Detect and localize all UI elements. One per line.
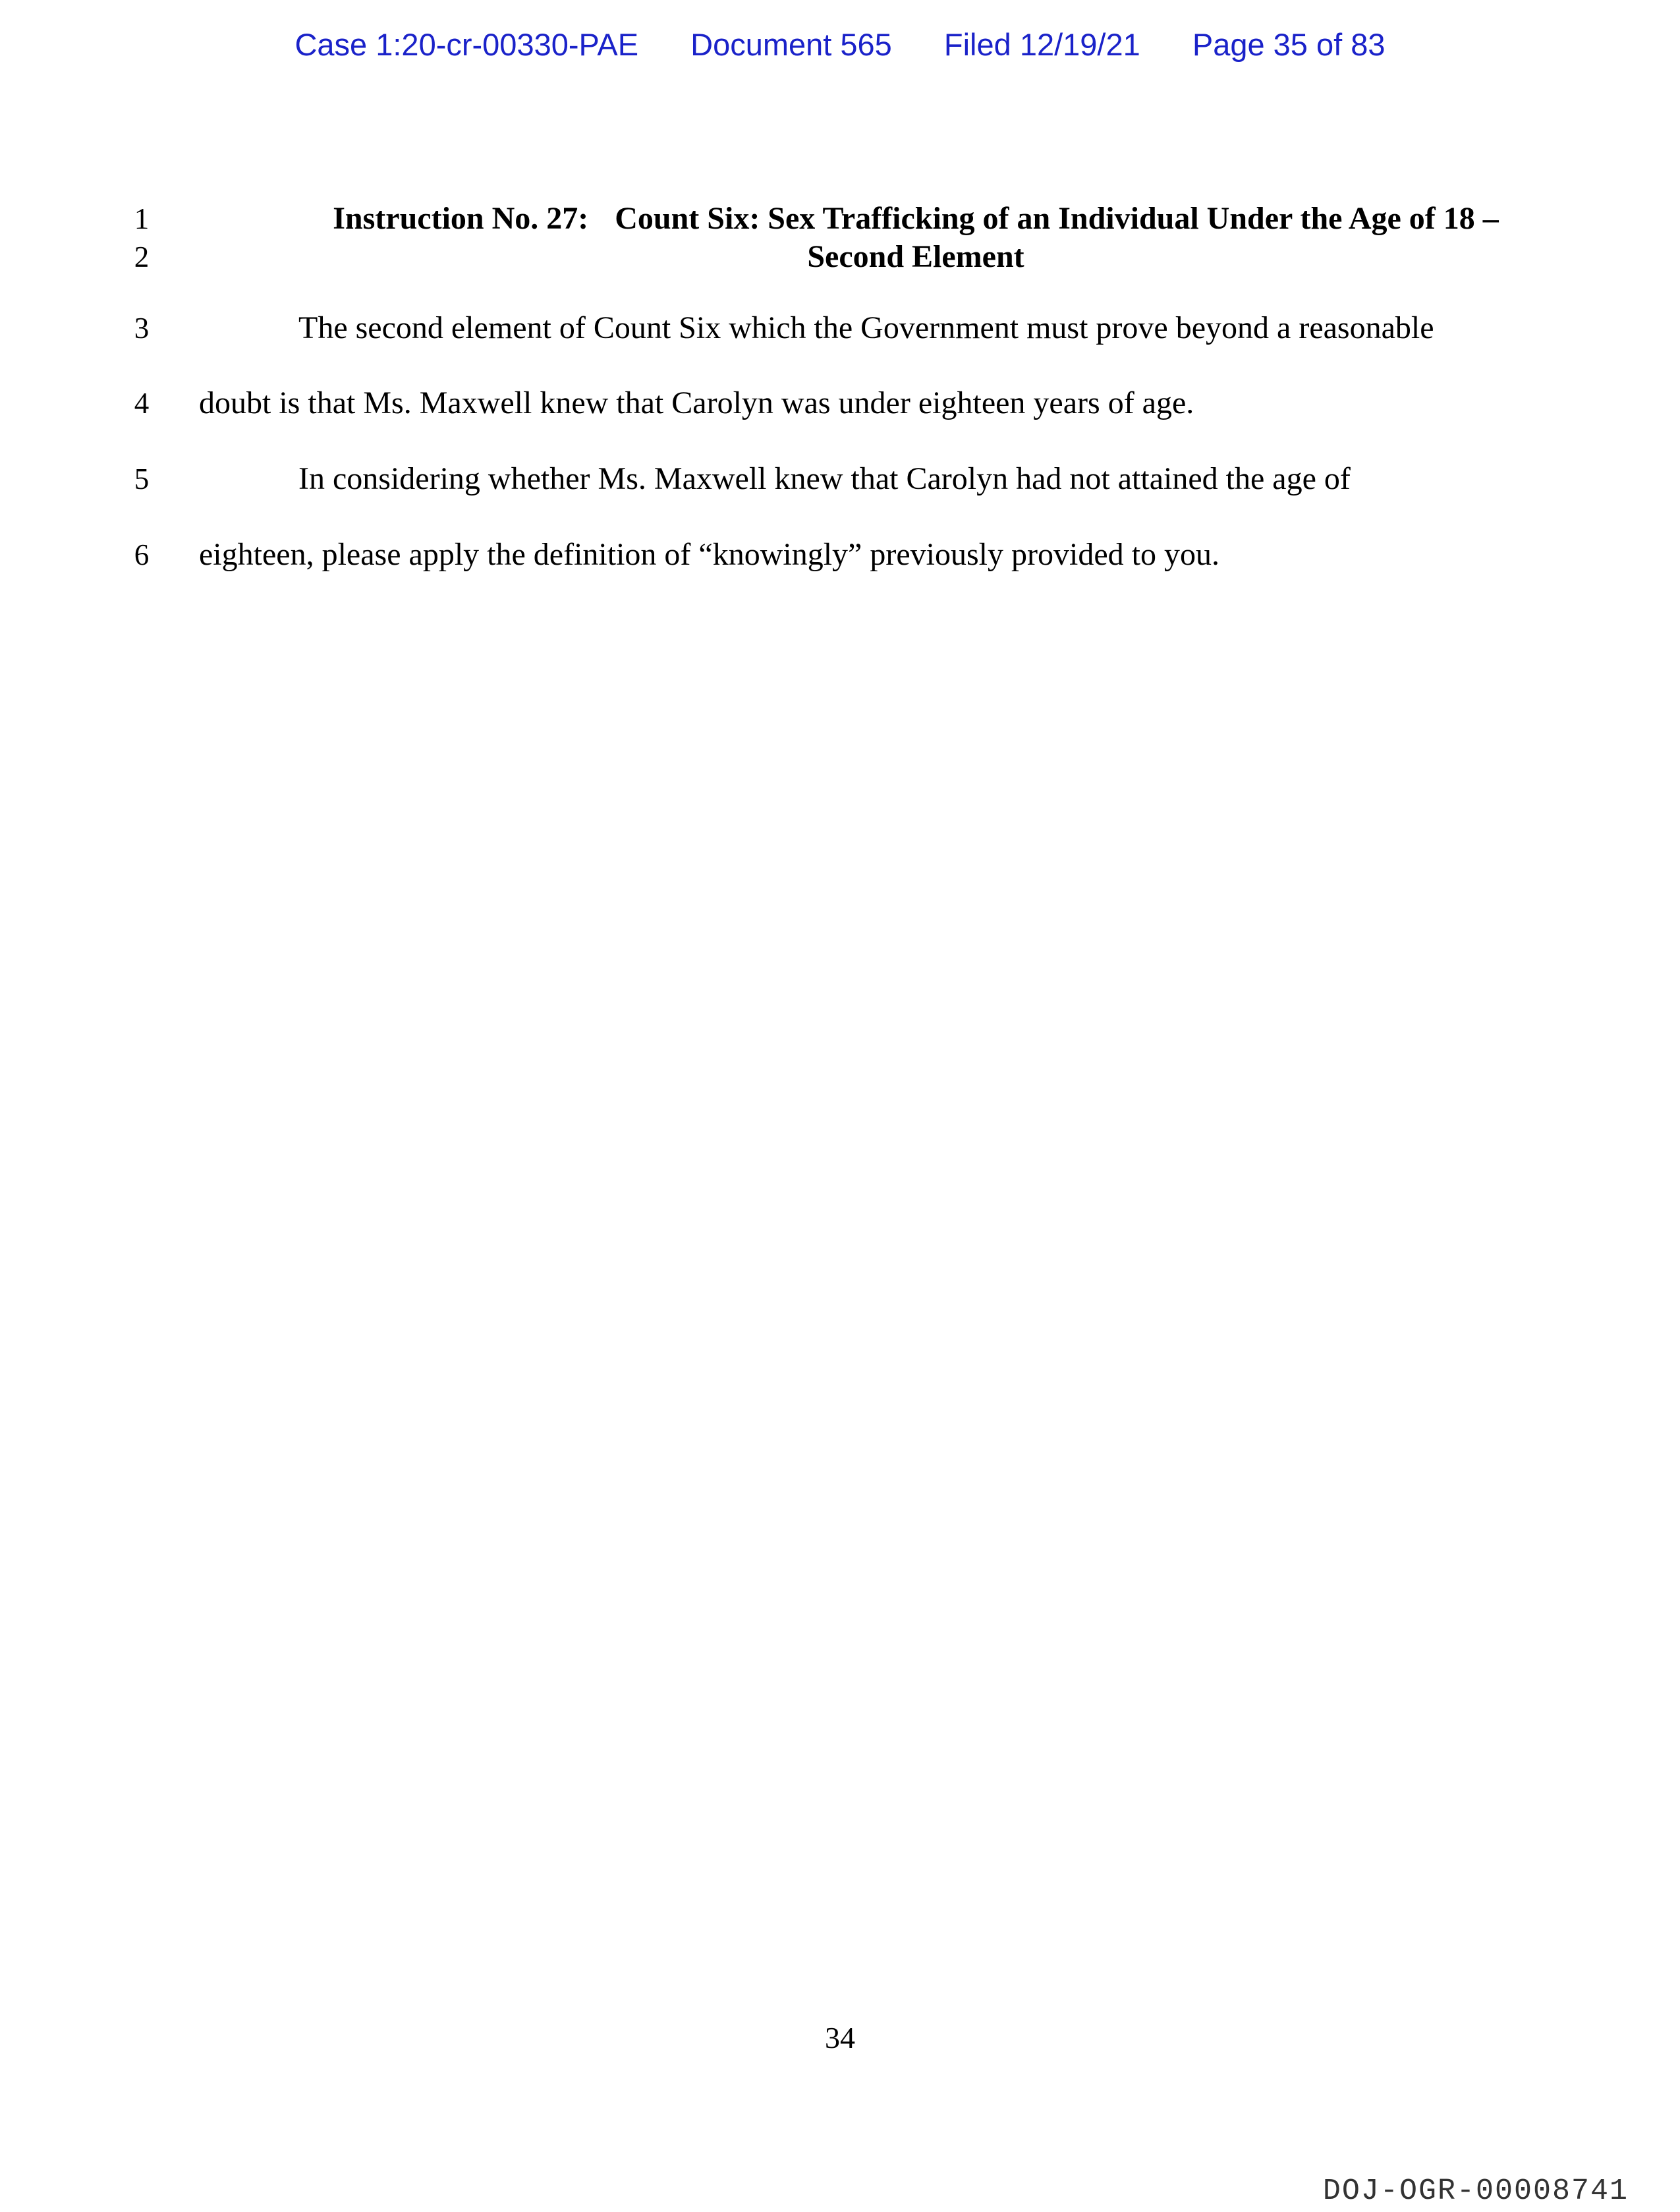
instruction-label: Instruction No. 27: (333, 201, 589, 236)
document-number: Document 565 (690, 27, 892, 62)
instruction-heading-continued: Second Element (807, 239, 1024, 274)
paragraph-line: In considering whether Ms. Maxwell knew that Carolyn had not attained the age of (298, 461, 1351, 496)
paragraph-line: The second element of Count Six which the Government must prove beyond a reasonable (298, 310, 1434, 345)
line-number: 6 (134, 538, 150, 571)
paragraph-line: eighteen, please apply the definition of “knowingly” previously provided to you. (199, 537, 1219, 572)
page-number: 34 (825, 2021, 855, 2055)
filed-date: Filed 12/19/21 (943, 27, 1140, 62)
line-number: 3 (134, 312, 150, 345)
line-number: 5 (134, 463, 150, 496)
ecf-filing-header (0, 26, 1680, 63)
instruction-title: Count Six: Sex Trafficking of an Individual Under the Age of 18 – (615, 201, 1499, 236)
line-number: 4 (134, 387, 150, 420)
instruction-heading (198, 200, 1634, 237)
paragraph-line: doubt is that Ms. Maxwell knew that Carolyn was under eighteen years of age. (199, 385, 1194, 420)
line-number: 2 (134, 241, 150, 273)
case-number: Case 1:20-cr-00330-PAE (294, 27, 639, 62)
line-number: 1 (134, 202, 150, 235)
page-count: Page 35 of 83 (1192, 27, 1386, 62)
bates-number: DOJ-OGR-00008741 (1322, 2174, 1629, 2208)
